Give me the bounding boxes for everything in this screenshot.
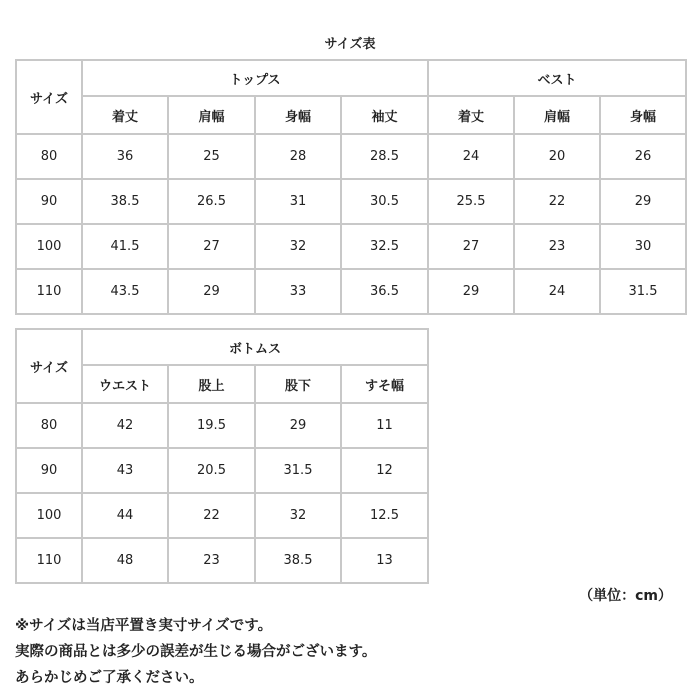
- table-cell: 48: [82, 538, 168, 583]
- size-header: サイズ: [16, 60, 82, 134]
- table-cell: 20.5: [168, 448, 255, 493]
- table-cell: 26: [600, 134, 686, 179]
- table-row: [16, 403, 428, 448]
- notes: [15, 613, 376, 691]
- column-header: すそ幅: [341, 365, 428, 403]
- table-cell: 23: [514, 224, 600, 269]
- vest-group-header: ベスト: [428, 60, 686, 96]
- table-cell: 24: [514, 269, 600, 314]
- table-cell: 31.5: [600, 269, 686, 314]
- table-cell: 42: [82, 403, 168, 448]
- size-cell: 110: [16, 269, 82, 314]
- size-cell: 80: [16, 403, 82, 448]
- table-cell: 38.5: [255, 538, 341, 583]
- table-cell: 22: [514, 179, 600, 224]
- table-row: [16, 448, 428, 493]
- table-cell: 27: [428, 224, 514, 269]
- size-cell: 90: [16, 448, 82, 493]
- note-line: 実際の商品とは多少の誤差が生じる場合がございます。: [15, 644, 377, 660]
- note-line: あらかじめご了承ください。: [15, 670, 204, 686]
- column-header: ウエスト: [82, 365, 168, 403]
- size-cell: 100: [16, 493, 82, 538]
- table-cell: 27: [168, 224, 255, 269]
- table-cell: 31: [255, 179, 341, 224]
- size-cell: 90: [16, 179, 82, 224]
- column-header: 股下: [255, 365, 341, 403]
- table-cell: 30: [600, 224, 686, 269]
- tops-group-header: トップス: [82, 60, 428, 96]
- table-cell: 29: [600, 179, 686, 224]
- table-cell: 32: [255, 493, 341, 538]
- table-cell: 19.5: [168, 403, 255, 448]
- unit-label: （単位：cm）: [579, 588, 672, 604]
- table-cell: 41.5: [82, 224, 168, 269]
- bottoms-size-table: [15, 328, 429, 584]
- table-cell: 38.5: [82, 179, 168, 224]
- table-cell: 36.5: [341, 269, 428, 314]
- table-row: [16, 179, 686, 224]
- table-cell: 29: [428, 269, 514, 314]
- table-cell: 29: [168, 269, 255, 314]
- table-cell: 31.5: [255, 448, 341, 493]
- table-cell: 43.5: [82, 269, 168, 314]
- column-header: 身幅: [600, 96, 686, 134]
- table-cell: 29: [255, 403, 341, 448]
- column-header: 身幅: [255, 96, 341, 134]
- table-cell: 23: [168, 538, 255, 583]
- table-cell: 13: [341, 538, 428, 583]
- table-cell: 24: [428, 134, 514, 179]
- size-header: サイズ: [16, 329, 82, 403]
- table-cell: 36: [82, 134, 168, 179]
- table-cell: 12.5: [341, 493, 428, 538]
- table-cell: 12: [341, 448, 428, 493]
- table-cell: 11: [341, 403, 428, 448]
- column-header: 肩幅: [514, 96, 600, 134]
- table-row: [16, 538, 428, 583]
- table-cell: 28: [255, 134, 341, 179]
- table-cell: 20: [514, 134, 600, 179]
- table-cell: 26.5: [168, 179, 255, 224]
- size-chart-title: サイズ表: [324, 37, 376, 52]
- table-cell: 25.5: [428, 179, 514, 224]
- column-header: 肩幅: [168, 96, 255, 134]
- table-cell: 33: [255, 269, 341, 314]
- note-line: ※サイズは当店平置き実寸サイズです。: [15, 618, 273, 634]
- size-cell: 80: [16, 134, 82, 179]
- table-row: [16, 269, 686, 314]
- column-header: 着丈: [82, 96, 168, 134]
- table-cell: 44: [82, 493, 168, 538]
- table-cell: 43: [82, 448, 168, 493]
- table-cell: 32.5: [341, 224, 428, 269]
- column-header: 股上: [168, 365, 255, 403]
- table-row: [16, 224, 686, 269]
- column-header: 着丈: [428, 96, 514, 134]
- tops-vest-size-table: [15, 59, 687, 315]
- table-cell: 28.5: [341, 134, 428, 179]
- bottoms-group-header: ボトムス: [82, 329, 428, 365]
- table-row: [16, 134, 686, 179]
- table-cell: 30.5: [341, 179, 428, 224]
- table-cell: 32: [255, 224, 341, 269]
- table-cell: 22: [168, 493, 255, 538]
- size-cell: 110: [16, 538, 82, 583]
- table-row: [16, 493, 428, 538]
- column-header: 袖丈: [341, 96, 428, 134]
- table-cell: 25: [168, 134, 255, 179]
- size-cell: 100: [16, 224, 82, 269]
